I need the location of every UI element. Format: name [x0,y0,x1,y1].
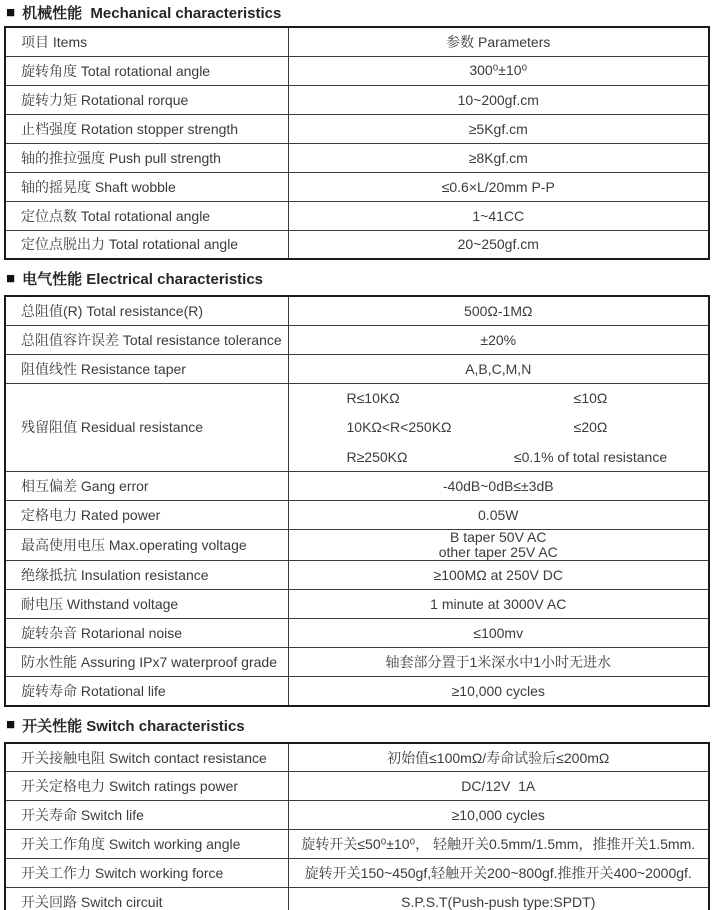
spec-table-mechanical [4,26,710,260]
item-cell: 定位点数 Total rotational angle [5,201,288,230]
item-cell: 总阻值(R) Total resistance(R) [5,296,288,325]
residual-condition: R≤10KΩ [346,390,400,407]
item-cell: 开关回路 Switch circuit [5,888,288,910]
item-cell: 耐电压 Withstand voltage [5,590,288,619]
item-cell: 绝缘抵抗 Insulation resistance [5,561,288,590]
table-row [5,772,709,801]
table-row [5,590,709,619]
item-cell: 轴的推拉强度 Push pull strength [5,143,288,172]
item-cell: 旋转杂音 Rotarional noise [5,619,288,648]
value-cell: 500Ω-1MΩ [288,296,709,325]
header-items-cell: 项目 Items [5,27,288,56]
value-cell: -40dB~0dB≤±3dB [288,472,709,501]
table-row [5,830,709,859]
value-line: other taper 25V AC [438,544,558,561]
value-cell: 10~200gf.cm [288,85,709,114]
value-cell: 300⁰±10⁰ [288,56,709,85]
table-row [5,354,709,383]
item-cell: 最高使用电压 Max.operating voltage [5,530,288,561]
table-row [5,143,709,172]
table-row [5,619,709,648]
value-cell: 旋转开关≤50⁰±10⁰， 轻触开关0.5mm/1.5mm，推推开关1.5mm. [288,830,709,859]
value-cell: ≥10,000 cycles [288,677,709,706]
table-row [5,530,709,561]
section-title [4,0,710,26]
item-cell: 开关工作力 Switch working force [5,859,288,888]
table-row [5,501,709,530]
table-header-row [5,27,709,56]
section-title-text: 开关性能 Switch characteristics [22,717,245,735]
item-cell: 旋转力矩 Rotational rorque [5,85,288,114]
value-cell: ≥8Kgf.cm [288,143,709,172]
spec-table-electrical [4,295,710,707]
table-row [5,743,709,772]
value-cell: 旋转开关150~450gf,轻触开关200~800gf.推推开关400~2000gf. [288,859,709,888]
item-cell: 定格电力 Rated power [5,501,288,530]
item-cell: 定位点脱出力 Total rotational angle [5,230,288,259]
table-row [5,677,709,706]
table-row [5,201,709,230]
residual-value: ≤20Ω [573,419,608,436]
section-title [4,260,710,295]
item-cell: 开关接触电阻 Switch contact resistance [5,743,288,772]
table-row [5,85,709,114]
residual-condition: 10KΩ<R<250KΩ [346,419,452,436]
section-bullet-icon: ■ [6,3,16,21]
residual-sub-row [289,384,709,413]
item-cell: 旋转寿命 Rotational life [5,677,288,706]
value-cell: S.P.S.T(Push-push type:SPDT) [288,888,709,910]
value-cell: ≤100mv [288,619,709,648]
value-cell: 0.05W [288,501,709,530]
value-cell: 初始值≤100mΩ/寿命试验后≤200mΩ [288,743,709,772]
sections-container [4,0,710,910]
section-mechanical [4,0,710,260]
section-electrical [4,260,710,707]
table-row [5,230,709,259]
item-cell: 开关工作角度 Switch working angle [5,830,288,859]
table-row [5,561,709,590]
value-cell: 1 minute at 3000V AC [288,590,709,619]
residual-value: ≤0.1% of total resistance [513,448,668,465]
residual-condition: R≥250KΩ [346,448,408,465]
value-cell: ≥100MΩ at 250V DC [288,561,709,590]
residual-value-cell [288,383,709,472]
residual-sub-row [289,413,709,442]
header-parameters-cell: 参数 Parameters [288,27,709,56]
table-row [5,472,709,501]
value-cell: ≥5Kgf.cm [288,114,709,143]
value-cell: A,B,C,M,N [288,354,709,383]
table-row [5,296,709,325]
item-cell: 开关定格电力 Switch ratings power [5,772,288,801]
table-row [5,383,709,472]
value-cell [288,530,709,561]
item-cell: 残留阻值 Residual resistance [5,383,288,472]
table-row [5,56,709,85]
item-cell: 轴的摇晃度 Shaft wobble [5,172,288,201]
item-cell: 开关寿命 Switch life [5,801,288,830]
value-cell: 1~41CC [288,201,709,230]
section-title-text: 电气性能 Electrical characteristics [22,271,264,288]
value-cell: ±20% [288,325,709,354]
residual-value: ≤10Ω [573,390,608,407]
item-cell: 止档强度 Rotation stopper strength [5,114,288,143]
table-row [5,888,709,910]
item-cell: 相互偏差 Gang error [5,472,288,501]
item-cell: 阻值线性 Resistance taper [5,354,288,383]
value-cell: DC/12V 1A [288,772,709,801]
item-cell: 防水性能 Assuring IPx7 waterproof grade [5,648,288,677]
section-title-text: 机械性能 Mechanical characteristics [22,5,282,22]
item-cell: 总阻值容许误差 Total resistance tolerance [5,325,288,354]
table-row [5,325,709,354]
table-row [5,801,709,830]
value-cell: ≥10,000 cycles [288,801,709,830]
table-row [5,114,709,143]
item-cell: 旋转角度 Total rotational angle [5,56,288,85]
section-bullet-icon: ■ [6,269,16,287]
spec-table-switch [4,742,710,910]
table-row [5,859,709,888]
value-line: B taper 50V AC [449,529,547,546]
value-cell: 20~250gf.cm [288,230,709,259]
table-row [5,172,709,201]
table-row [5,648,709,677]
section-title [4,707,710,742]
residual-sub-row [289,442,709,471]
value-cell: ≤0.6×L/20mm P-P [288,172,709,201]
section-bullet-icon: ■ [6,716,16,734]
value-cell: 轴套部分置于1米深水中1小时无进水 [288,648,709,677]
section-switch [4,707,710,910]
